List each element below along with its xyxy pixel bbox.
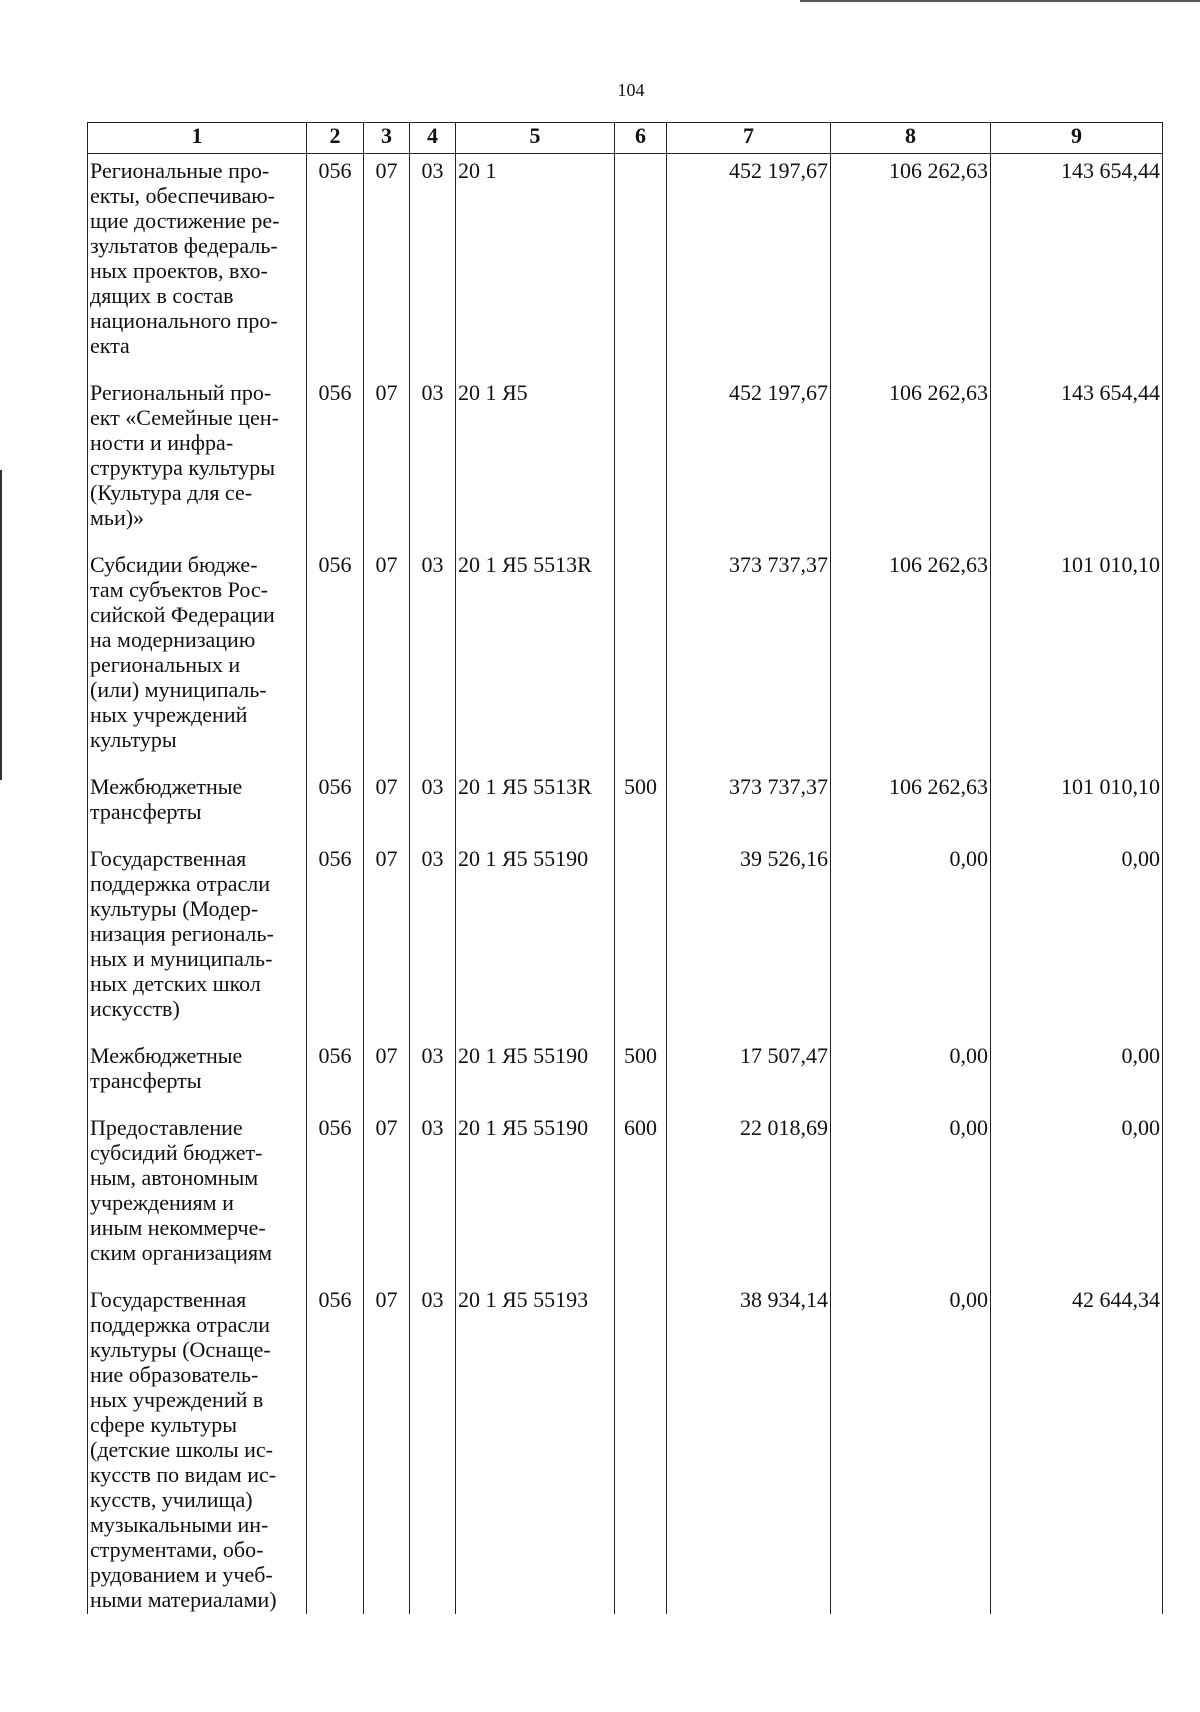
cell-col-8: 0,00 xyxy=(831,1039,991,1111)
cell-col-5: 20 1 xyxy=(456,154,615,377)
cell-col-9: 143 654,44 xyxy=(991,376,1163,548)
cell-col-4: 03 xyxy=(410,376,456,548)
page-number: 104 xyxy=(617,80,645,100)
cell-col-5: 20 1 Я5 5513R xyxy=(456,548,615,770)
header-col-4: 4 xyxy=(410,123,456,154)
header-col-5: 5 xyxy=(456,123,615,154)
cell-col-2: 056 xyxy=(307,770,364,842)
cell-col-9: 101 010,10 xyxy=(991,770,1163,842)
cell-col-9: 0,00 xyxy=(991,1039,1163,1111)
cell-col-3: 07 xyxy=(364,842,410,1039)
cell-col-7: 17 507,47 xyxy=(667,1039,831,1111)
cell-col-6: 600 xyxy=(615,1111,667,1283)
cell-col-7: 39 526,16 xyxy=(667,842,831,1039)
cell-col-6 xyxy=(615,1283,667,1614)
cell-col-4: 03 xyxy=(410,770,456,842)
cell-col-5: 20 1 Я5 5513R xyxy=(456,770,615,842)
cell-col-8: 106 262,63 xyxy=(831,376,991,548)
table-row xyxy=(88,376,1163,548)
cell-col-5: 20 1 Я5 55193 xyxy=(456,1283,615,1614)
cell-col-4: 03 xyxy=(410,842,456,1039)
cell-col-6: 500 xyxy=(615,770,667,842)
cell-col-3: 07 xyxy=(364,770,410,842)
header-col-1: 1 xyxy=(88,123,307,154)
cell-col-2: 056 xyxy=(307,1039,364,1111)
cell-col-2: 056 xyxy=(307,1283,364,1614)
table-row xyxy=(88,1039,1163,1111)
scan-edge-line xyxy=(800,0,1200,2)
cell-name: Межбюджетные трансферты xyxy=(88,770,307,842)
table-row xyxy=(88,1283,1163,1614)
cell-col-4: 03 xyxy=(410,154,456,377)
cell-col-9: 101 010,10 xyxy=(991,548,1163,770)
header-col-3: 3 xyxy=(364,123,410,154)
cell-col-3: 07 xyxy=(364,548,410,770)
cell-col-8: 106 262,63 xyxy=(831,154,991,377)
cell-name: Предоставление субсидий бюджет- ным, автономным учреждениям и иным некоммерче- ским организациям xyxy=(88,1111,307,1283)
cell-col-5: 20 1 Я5 55190 xyxy=(456,1039,615,1111)
cell-name: Государственная поддержка отрасли культуры (Модер- низация региональ- ных и муниципаль- ных детских школ искусств) xyxy=(88,842,307,1039)
cell-col-9: 0,00 xyxy=(991,1111,1163,1283)
cell-col-7: 22 018,69 xyxy=(667,1111,831,1283)
table-body xyxy=(88,154,1163,1615)
cell-col-2: 056 xyxy=(307,154,364,377)
budget-table xyxy=(87,122,1163,1614)
header-col-6: 6 xyxy=(615,123,667,154)
cell-name: Региональный про- ект «Семейные цен- ности и инфра- структура культуры (Культура для се- мьи)» xyxy=(88,376,307,548)
cell-col-8: 106 262,63 xyxy=(831,548,991,770)
cell-col-5: 20 1 Я5 55190 xyxy=(456,842,615,1039)
table-row xyxy=(88,548,1163,770)
cell-col-6 xyxy=(615,154,667,377)
scan-margin-mark xyxy=(0,470,2,780)
cell-col-4: 03 xyxy=(410,1283,456,1614)
cell-col-7: 38 934,14 xyxy=(667,1283,831,1614)
cell-col-8: 106 262,63 xyxy=(831,770,991,842)
cell-col-6: 500 xyxy=(615,1039,667,1111)
cell-col-8: 0,00 xyxy=(831,1283,991,1614)
table-row xyxy=(88,154,1163,377)
cell-col-2: 056 xyxy=(307,1111,364,1283)
table-row xyxy=(88,842,1163,1039)
cell-col-6 xyxy=(615,376,667,548)
cell-name: Межбюджетные трансферты xyxy=(88,1039,307,1111)
cell-col-4: 03 xyxy=(410,1039,456,1111)
cell-col-3: 07 xyxy=(364,1111,410,1283)
cell-name: Субсидии бюдже- там субъектов Рос- сийской Федерации на модернизацию региональных и (или) муниципаль- ных учреждений культуры xyxy=(88,548,307,770)
cell-col-4: 03 xyxy=(410,1111,456,1283)
cell-col-3: 07 xyxy=(364,154,410,377)
cell-col-6 xyxy=(615,842,667,1039)
table-row xyxy=(88,770,1163,842)
cell-col-5: 20 1 Я5 xyxy=(456,376,615,548)
cell-col-6 xyxy=(615,548,667,770)
cell-col-5: 20 1 Я5 55190 xyxy=(456,1111,615,1283)
cell-col-2: 056 xyxy=(307,548,364,770)
cell-col-7: 452 197,67 xyxy=(667,376,831,548)
cell-col-3: 07 xyxy=(364,1039,410,1111)
header-col-9: 9 xyxy=(991,123,1163,154)
cell-col-9: 42 644,34 xyxy=(991,1283,1163,1614)
cell-col-9: 143 654,44 xyxy=(991,154,1163,377)
cell-col-7: 373 737,37 xyxy=(667,548,831,770)
cell-col-2: 056 xyxy=(307,376,364,548)
cell-col-7: 373 737,37 xyxy=(667,770,831,842)
cell-col-9: 0,00 xyxy=(991,842,1163,1039)
cell-col-3: 07 xyxy=(364,1283,410,1614)
cell-name: Региональные про- екты, обеспечиваю- щие достижение ре- зультатов федераль- ных проектов, вхо- дящих в состав национального про- екта xyxy=(88,154,307,377)
cell-col-8: 0,00 xyxy=(831,842,991,1039)
cell-col-3: 07 xyxy=(364,376,410,548)
table-header-row xyxy=(88,123,1163,154)
table-row xyxy=(88,1111,1163,1283)
header-col-7: 7 xyxy=(667,123,831,154)
cell-col-4: 03 xyxy=(410,548,456,770)
cell-col-2: 056 xyxy=(307,842,364,1039)
cell-col-8: 0,00 xyxy=(831,1111,991,1283)
header-col-8: 8 xyxy=(831,123,991,154)
cell-col-7: 452 197,67 xyxy=(667,154,831,377)
cell-name: Государственная поддержка отрасли культуры (Оснаще- ние образователь- ных учреждений в сфере культуры (детские школы ис- кусств по видам ис- кусств, училища) музыкальными ин- струментами, обо- рудованием и учеб- ными материалами) xyxy=(88,1283,307,1614)
header-col-2: 2 xyxy=(307,123,364,154)
